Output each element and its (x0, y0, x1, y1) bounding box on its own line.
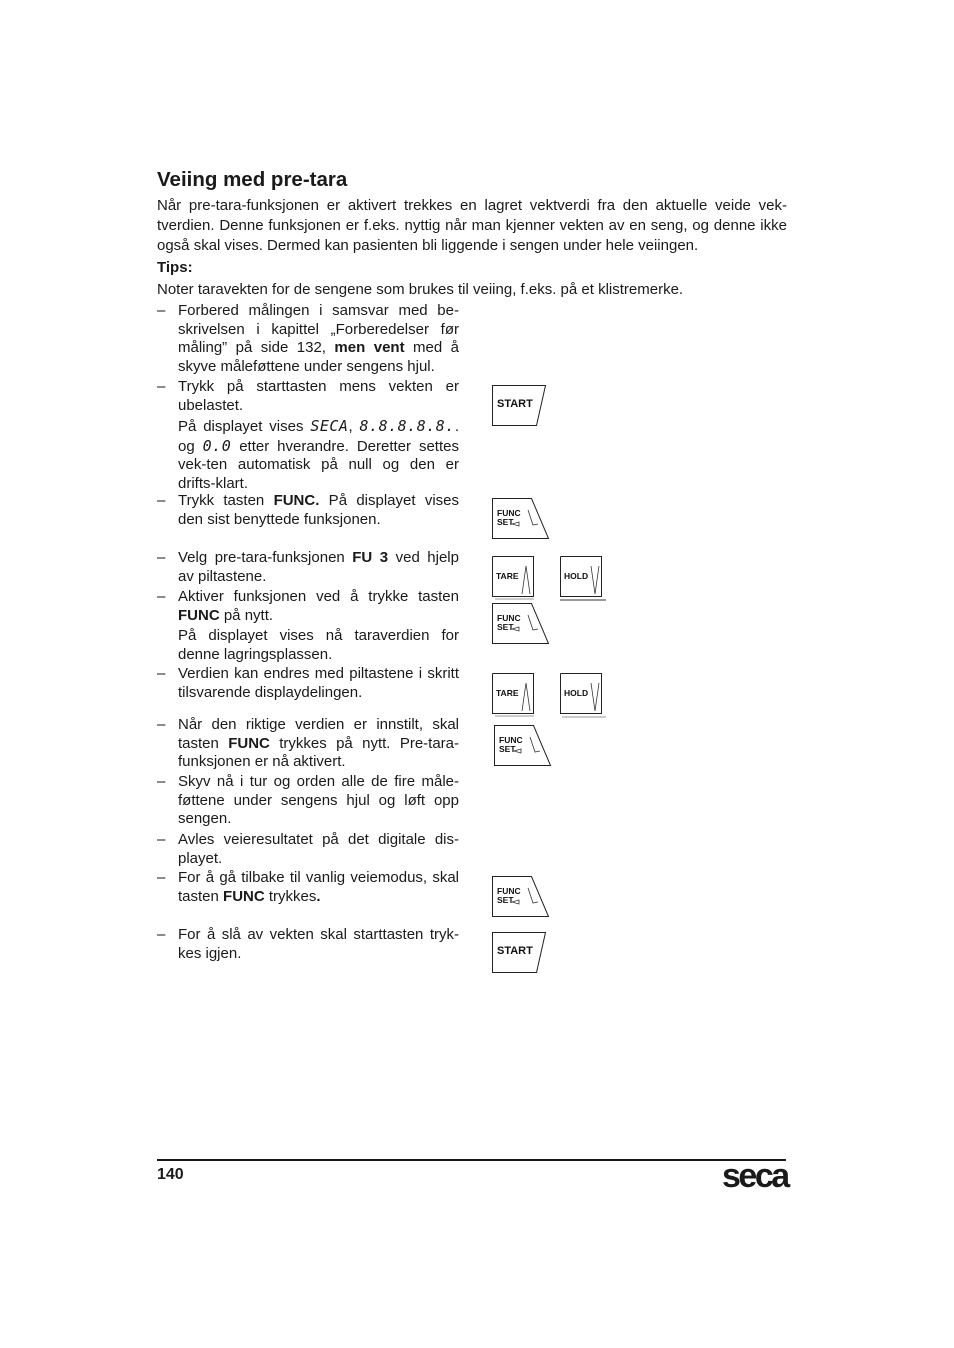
step-emphasis: FUNC (223, 887, 265, 905)
step-emphasis: men vent (334, 339, 405, 356)
func-set-key-icon (492, 603, 550, 645)
list-dash: – (157, 831, 166, 848)
list-dash: – (157, 926, 166, 943)
step-text: For å slå av vekten skal starttasten tryk-kes igjen. (178, 926, 459, 962)
lcd-zero-readout: 0.0 (202, 436, 232, 455)
set-key-label: SET (497, 895, 514, 905)
set-key-label: SET (497, 622, 514, 632)
step-return-normal (157, 869, 459, 906)
step-press-start (157, 378, 459, 493)
tips-text: Noter taravekten for de sengene som brukes til veiing, f.eks. på et klistremerke. (157, 281, 684, 298)
step-text: Aktiver funksjonen ved å trykke tasten (178, 588, 459, 605)
step-emphasis: FUNC. (273, 492, 320, 509)
hold-key-icon (560, 556, 608, 602)
page-title: Veiing med pre-tara (157, 168, 348, 191)
func-key-label: FUNC (497, 508, 521, 518)
list-dash: – (157, 716, 166, 733)
step-text: Forbered målingen i samsvar med be-skrivelsen i kapittel „Forberedelser før måling” på side 132, (178, 302, 459, 356)
step-text: , (348, 418, 360, 435)
step-text: med å skyve måleføttene under sengens hjul. (178, 339, 460, 375)
step-text: Skyv nå i tur og orden alle de fire måle-føttene under sengens hjul og løft opp sengen. (178, 773, 459, 827)
lcd-seca-readout: SECA (310, 417, 349, 435)
list-dash: – (157, 378, 166, 395)
step-text: Trykk på starttasten mens vekten er ubelastet. (178, 378, 459, 414)
list-dash: – (157, 492, 166, 509)
step-confirm-func (157, 716, 459, 772)
start-key-icon (492, 932, 548, 974)
set-key-label: SET (499, 744, 516, 754)
step-text: . og (178, 418, 459, 455)
start-key-label: START (497, 398, 533, 410)
step-position-feet (157, 773, 459, 829)
start-key-label: START (497, 945, 533, 957)
step-select-fu3 (157, 549, 459, 586)
step-text: For å gå tilbake til vanlig veiemodus, skal tasten (178, 869, 459, 905)
step-text: Verdien kan endres med piltastene i skritt tilsvarende displaydelingen. (178, 665, 459, 701)
hold-key-label: HOLD (564, 571, 589, 581)
func-set-key-icon (494, 725, 552, 767)
list-dash: – (157, 302, 166, 319)
step-emphasis: . (316, 887, 321, 905)
tips-label: Tips: (157, 259, 193, 276)
step-text: På displayet vises den sist benyttede funksjonen. (178, 492, 459, 528)
step-text: ved hjelp av piltastene. (178, 549, 459, 585)
step-text: Velg pre-tara-funksjonen (178, 549, 353, 566)
step-adjust-value (157, 665, 459, 702)
hold-key-icon (560, 673, 608, 719)
step-activate-func (157, 588, 459, 664)
hold-key-label: HOLD (564, 688, 589, 698)
list-dash: – (157, 588, 166, 605)
step-text: Avles veieresultatet på det digitale dis-playet. (178, 831, 459, 867)
func-key-label: FUNC (499, 735, 523, 745)
set-key-label: SET (497, 517, 514, 527)
page-number: 140 (157, 1166, 184, 1183)
list-dash: – (157, 773, 166, 790)
intro-paragraph: Når pre-tara-funksjonen er aktivert trekkes en lagret vektverdi fra den aktuelle veide vek-tverdien. Denne funksjonen er f.eks. nyttig når man kjenner vekten av en seng, og denne ikke også skal vises. Dermed kan pasienten bli liggende i sengen under hele veiingen. (157, 197, 787, 254)
func-key-label: FUNC (497, 886, 521, 896)
step-text: Når den riktige verdien er innstilt, skal tasten (178, 716, 459, 752)
step-emphasis: FUNC (228, 734, 270, 752)
tare-key-icon (492, 556, 536, 600)
step-text: På displayet vises nå taraverdien for denne lagringsplassen. (178, 627, 459, 663)
step-text: trykkes (264, 887, 317, 905)
step-read-result (157, 831, 459, 868)
step-prepare (157, 302, 459, 376)
step-emphasis: FUNC (178, 606, 220, 624)
list-dash: – (157, 665, 166, 682)
footer-divider (157, 1159, 786, 1161)
list-dash: – (157, 549, 166, 566)
step-text: etter hverandre. Deretter settes vek-ten automatisk på null og den er drifts-klart. (178, 437, 459, 492)
func-key-label: FUNC (497, 613, 521, 623)
tare-key-label: TARE (496, 571, 519, 581)
list-dash: – (157, 869, 166, 886)
seca-logo: seca (722, 1157, 788, 1195)
step-text: Trykk tasten (178, 492, 274, 509)
func-set-key-icon (492, 876, 550, 918)
tare-key-icon (492, 673, 536, 717)
tare-key-label: TARE (496, 688, 519, 698)
step-text: trykkes på nytt. Pre-tara-funksjonen er nå aktivert. (178, 734, 459, 770)
step-switch-off (157, 926, 459, 963)
step-text: på nytt. (219, 606, 274, 624)
func-set-key-icon (492, 498, 550, 540)
lcd-test-readout: 8.8.8.8.8. (359, 417, 455, 435)
step-emphasis: FU 3 (352, 549, 389, 566)
step-text: På displayet vises (178, 418, 311, 435)
step-press-func (157, 492, 459, 529)
start-key-icon (492, 385, 548, 427)
